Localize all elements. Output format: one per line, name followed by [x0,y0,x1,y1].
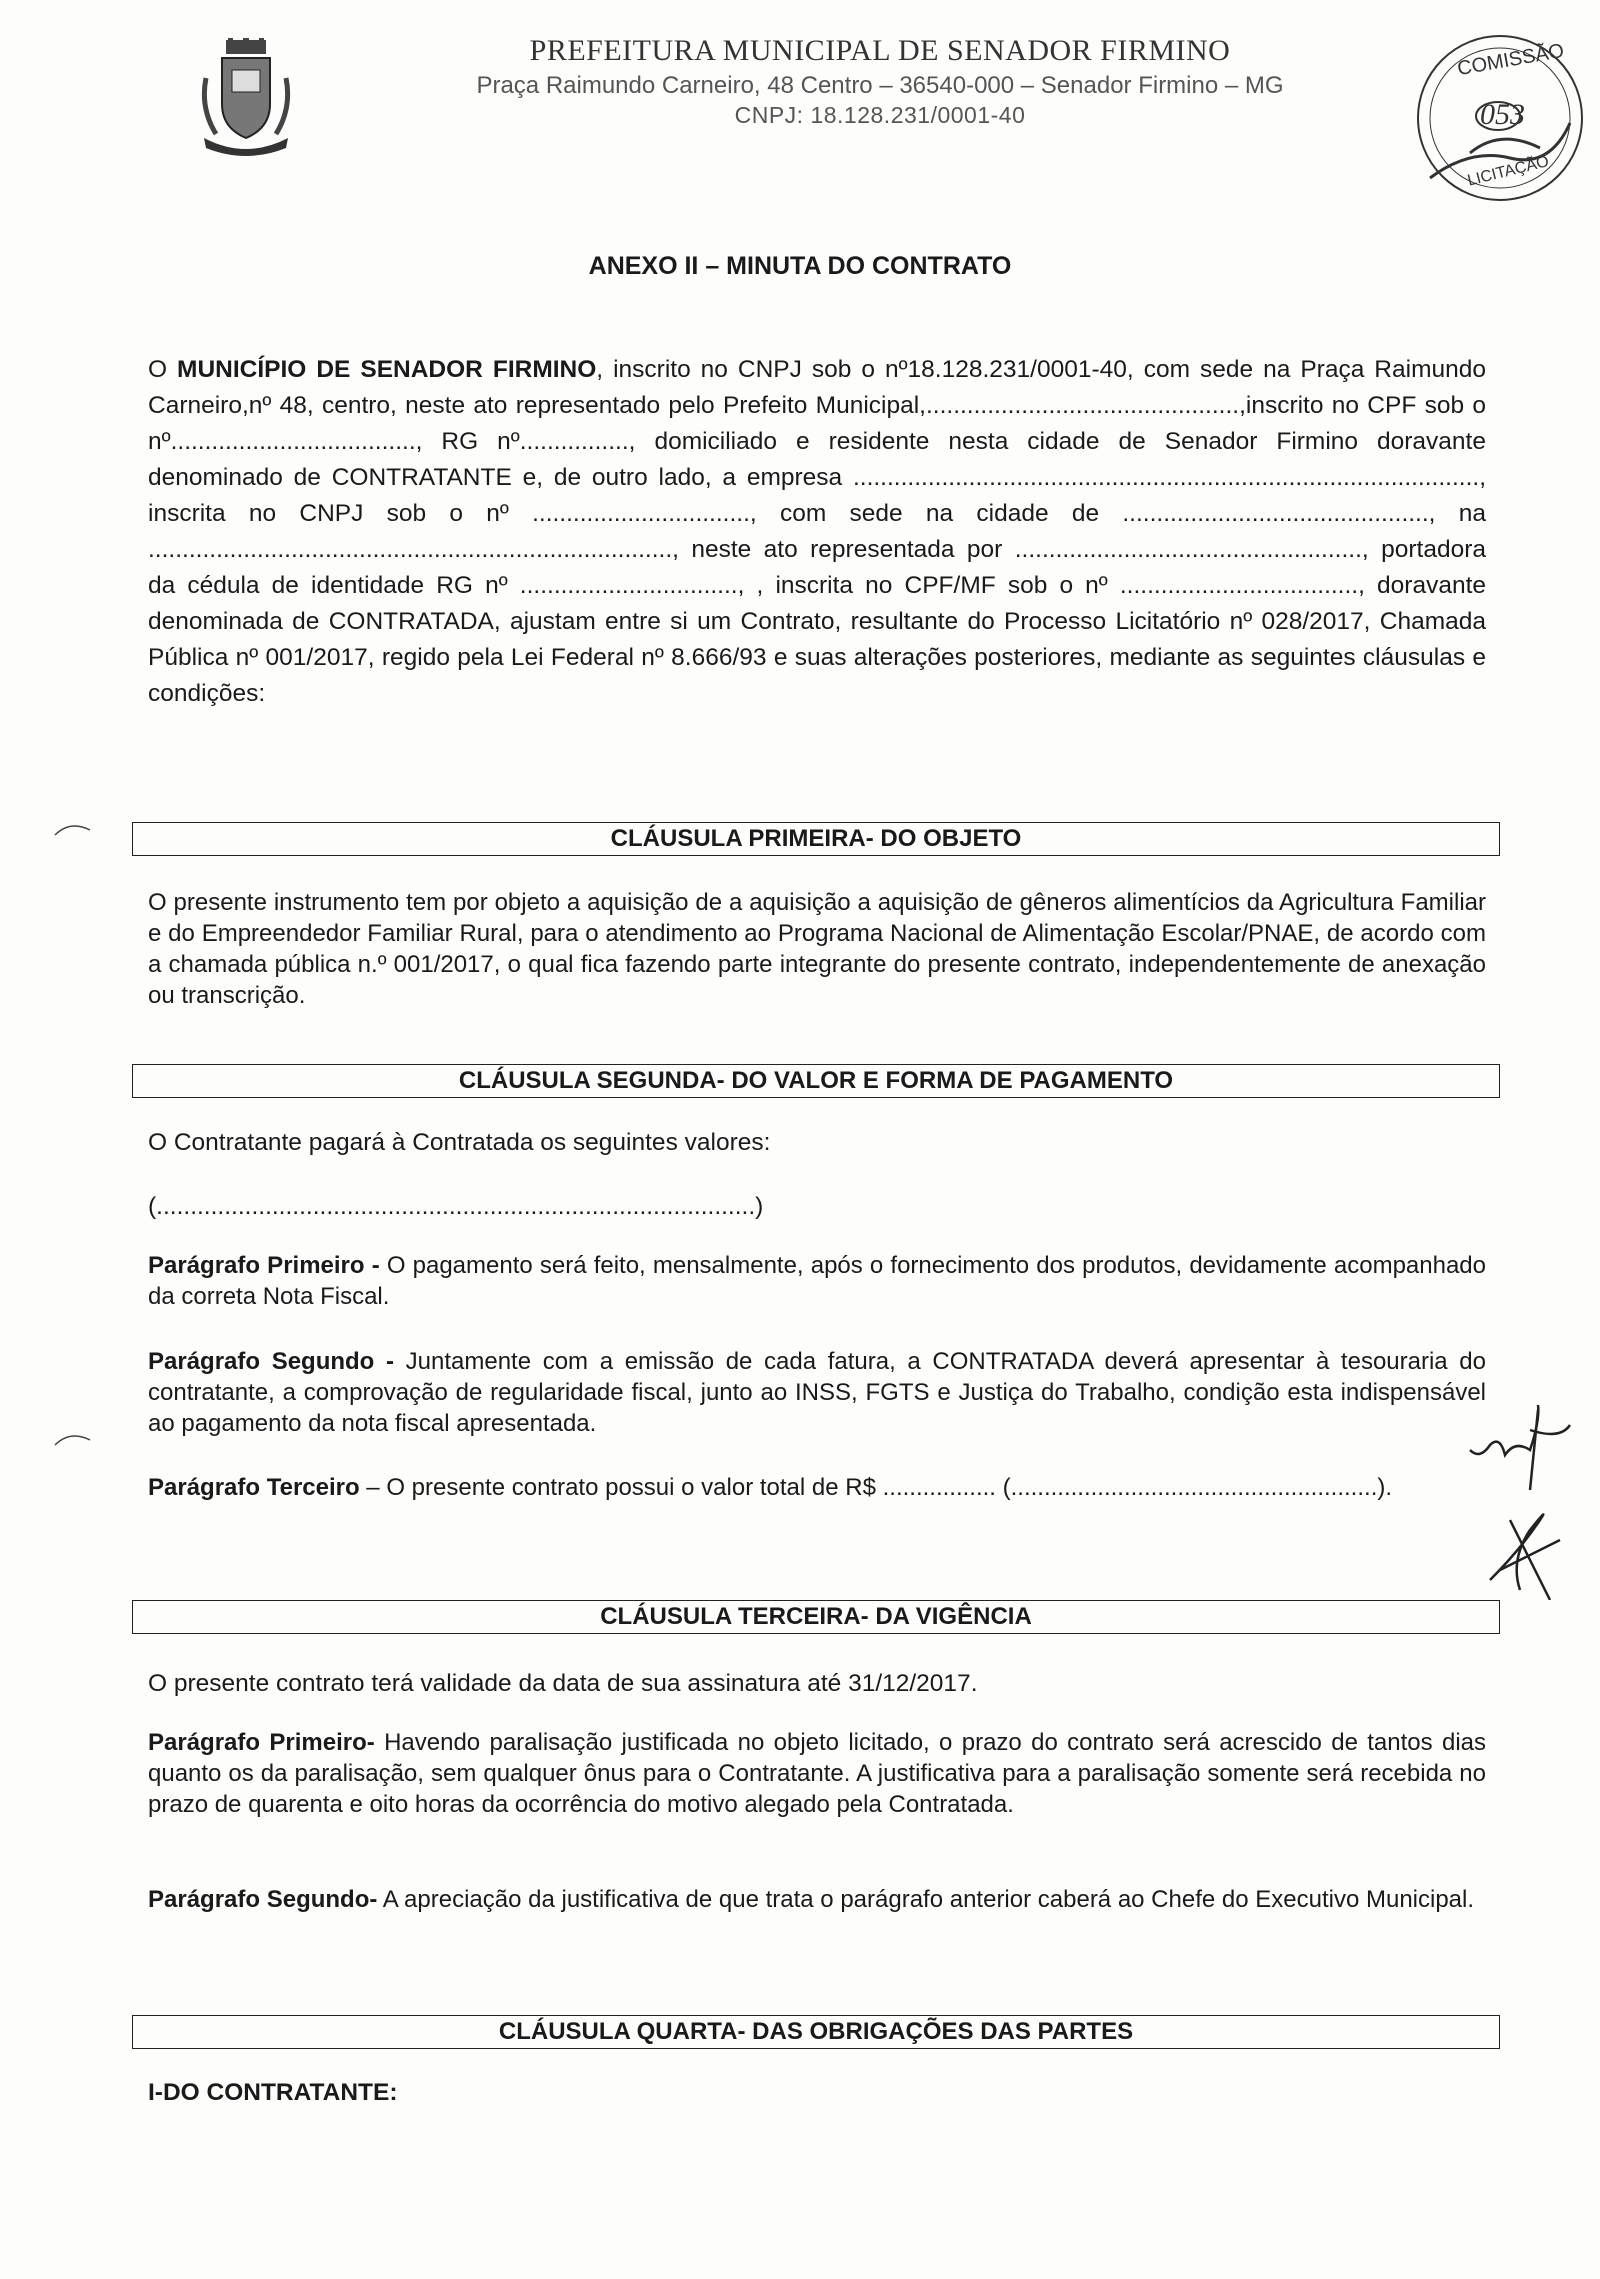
prefeitura-cnpj: CNPJ: 18.128.231/0001-40 [734,102,1026,128]
intro-party-name: MUNICÍPIO DE SENADOR FIRMINO [177,356,597,383]
clause-3-heading: CLÁUSULA TERCEIRA- DA VIGÊNCIA [132,1600,1500,1634]
municipal-crest-icon [196,38,296,158]
clause-2-heading: CLÁUSULA SEGUNDA- DO VALOR E FORMA DE PAGAMENTO [132,1064,1500,1098]
prefeitura-name: PREFEITURA MUNICIPAL DE SENADOR FIRMINO [529,34,1231,67]
clause-2-text: O Contratante pagará à Contratada os seguintes valores: [148,1129,771,1156]
clause-3-text: O presente contrato terá validade da data de sua assinatura até 31/12/2017. [148,1670,978,1697]
clause-3-paragraph-1: Parágrafo Primeiro- Havendo paralisação justificada no objeto licitado, o prazo do contrato será acrescido de tantos dias quanto os da paralisação, sem qualquer ônus para o Contratante. A justificativa para a paralisação somente será recebida no prazo de quarenta e oito horas da ocorrência do motivo alegado pela Contratada. [148,1729,1486,1818]
handwritten-initials [1460,1400,1580,1600]
intro-prefix: O [148,356,178,383]
clause-2-paragraph-2: Parágrafo Segundo - Juntamente com a emissão de cada fatura, a CONTRATADA deverá apresentar à tesouraria do contratante, a comprovação de regularidade fiscal, junto ao INSS, FGTS e Justiça do Trabalho, condição esta indispensável ao pagamento da nota fiscal apresentada. [148,1348,1486,1437]
svg-text:053: 053 [1480,98,1525,131]
clause-1-heading: CLÁUSULA PRIMEIRA- DO OBJETO [132,822,1500,856]
clause-2-value-blank: (........................................................................................) [148,1193,764,1220]
svg-text:LICITAÇÃO: LICITAÇÃO [1465,152,1551,190]
intro-paragraph [148,352,1486,712]
clause-2-paragraph-3: Parágrafo Terceiro – O presente contrato possui o valor total de R$ ................. (.......................................................). [148,1474,1393,1501]
clause-1-text: O presente instrumento tem por objeto a aquisição de a aquisição a aquisição de gêneros alimentícios da Agricultura Familiar e do Empreendedor Familiar Rural, para o atendimento ao Programa Nacional de Alimentação Escolar/PNAE, de acordo com a chamada pública n.º 001/2017, o qual fica fazendo parte integrante do presente contrato, independentemente de anexação ou transcrição. [148,889,1486,1009]
scan-mark [50,1425,100,1455]
letterhead [400,34,1360,129]
clause-3-paragraph-2: Parágrafo Segundo- A apreciação da justificativa de que trata o parágrafo anterior caberá ao Chefe do Executivo Municipal. [148,1886,1475,1913]
clause-4-subheading: I-DO CONTRATANTE: [148,2079,398,2106]
scan-mark [50,815,100,845]
clause-4-heading: CLÁUSULA QUARTA- DAS OBRIGAÇÕES DAS PARTES [132,2015,1500,2049]
svg-text:COMISSÃO: COMISSÃO [1455,39,1566,81]
intro-text: , inscrito no CNPJ sob o nº18.128.231/0001-40, com sede na Praça Raimundo Carneiro,nº 48, centro, neste ato representado pelo Prefeito Municipal,..............................................,inscrito no CPF sob o nº...................................., RG nº................, domiciliado e residente nesta cidade de Senador Firmino doravante denominado de CONTRATANTE e, de outro lado, a empresa ............................................................................................, inscrita no CNPJ sob o nº ................................, com sede na cidade de ............................................., na ............................................................................., neste ato representada por ..................................................., portadora da cédula de identidade RG nº ................................, , inscrita no CPF/MF sob o nº ..................................., doravante denominada de CONTRATADA, ajustam entre si um Contrato, resultante do Processo Licitatório nº 028/2017, Chamada Pública nº 001/2017, regido pela Lei Federal nº 8.666/93 e suas alterações posteriores, mediante as seguintes cláusulas e condições: [148,356,1486,707]
commission-stamp [1410,28,1590,208]
document-title: ANEXO II – MINUTA DO CONTRATO [588,252,1012,280]
prefeitura-address: Praça Raimundo Carneiro, 48 Centro – 36540-000 – Senador Firmino – MG [476,72,1284,99]
clause-2-paragraph-1: Parágrafo Primeiro - O pagamento será feito, mensalmente, após o fornecimento dos produtos, devidamente acompanhado da correta Nota Fiscal. [148,1252,1486,1310]
